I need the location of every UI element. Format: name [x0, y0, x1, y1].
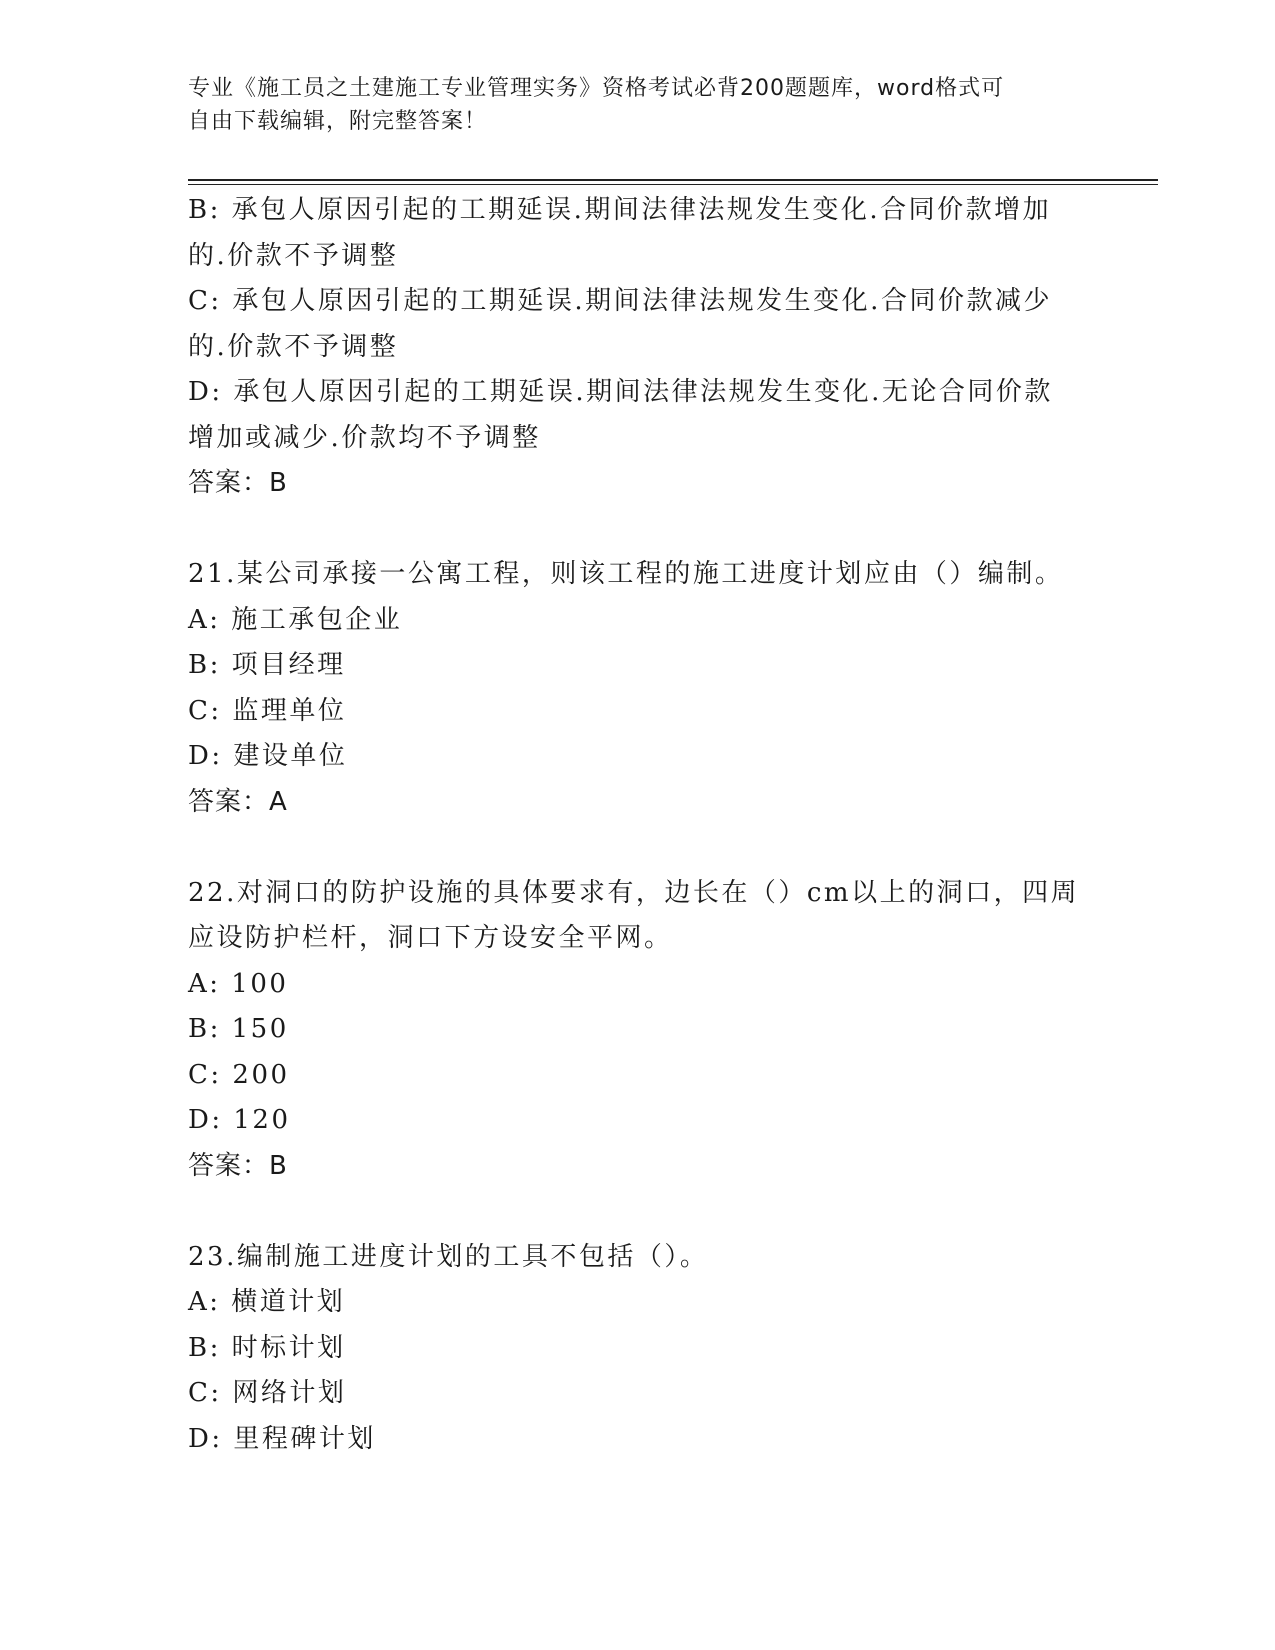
option-d-line-2: 增加或减少.价款均不予调整: [188, 422, 541, 453]
option-d: D: 120: [188, 1105, 291, 1135]
option-c-line-1: C: 承包人原因引起的工期延误.期间法律法规发生变化.合同价款减少: [188, 286, 1052, 316]
question-stem: 23.编制施工进度计划的工具不包括（）。: [188, 1241, 709, 1272]
question-stem: 21.某公司承接一公寓工程，则该工程的施工进度计划应由（）编制。: [188, 559, 1064, 589]
option-c: C: 200: [188, 1059, 290, 1090]
option-b: B: 项目经理: [188, 650, 346, 680]
answer-label: 答案：B: [188, 1150, 288, 1181]
spacer: [188, 1189, 1088, 1235]
question-block-20: [188, 188, 1088, 507]
option-b-line-2: 的.价款不予调整: [188, 240, 399, 271]
header-divider-thin: [188, 184, 1158, 185]
question-stem-line-1: 22.对洞口的防护设施的具体要求有，边长在（）cm以上的洞口，四周: [188, 877, 1080, 908]
question-block-21: [188, 552, 1088, 825]
question-list: [188, 188, 1088, 1462]
option-d: D: 里程碑计划: [188, 1423, 376, 1454]
option-b: B: 150: [188, 1014, 289, 1044]
answer-label: 答案：B: [188, 468, 288, 498]
question-block-23: [188, 1235, 1088, 1463]
option-d-line-1: D: 承包人原因引起的工期延误.期间法律法规发生变化.无论合同价款: [188, 377, 1053, 407]
spacer: [188, 507, 1088, 553]
header-line-1: 专业《施工员之土建施工专业管理实务》资格考试必背200题题库，word格式可: [188, 76, 1005, 101]
option-a: A: 横道计划: [188, 1287, 346, 1317]
page-header: [188, 72, 1068, 138]
option-b: B: 时标计划: [188, 1332, 346, 1363]
option-c-line-2: 的.价款不予调整: [188, 331, 399, 362]
answer-label: 答案：A: [188, 786, 288, 817]
question-stem-line-2: 应设防护栏杆，洞口下方设安全平网。: [188, 923, 673, 953]
option-d: D: 建设单位: [188, 741, 348, 771]
header-divider-thick: [188, 179, 1158, 181]
option-a: A: 100: [188, 968, 289, 999]
spacer: [188, 825, 1088, 871]
question-block-22: [188, 871, 1088, 1190]
option-c: C: 网络计划: [188, 1378, 347, 1408]
header-line-2: 自由下载编辑，附完整答案！: [188, 109, 488, 134]
option-b-line-1: B: 承包人原因引起的工期延误.期间法律法规发生变化.合同价款增加: [188, 195, 1052, 225]
option-a: A: 施工承包企业: [188, 604, 403, 635]
option-c: C: 监理单位: [188, 695, 347, 726]
